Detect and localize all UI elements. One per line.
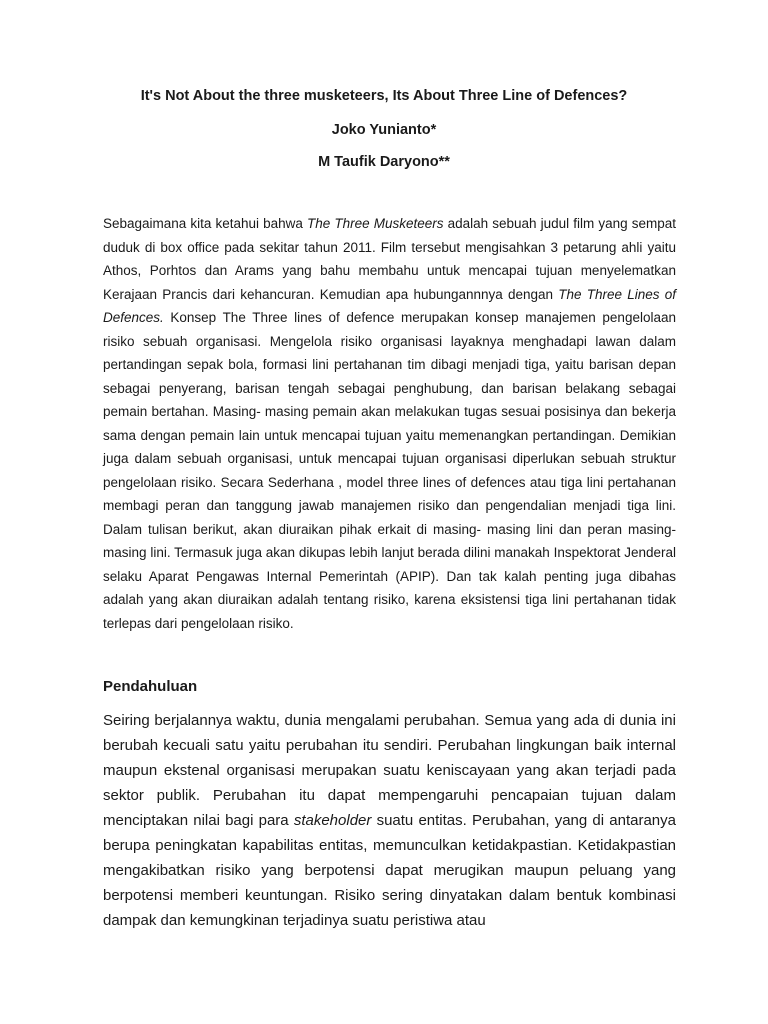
section-italic-term: stakeholder (293, 812, 372, 829)
abstract-text-3: Konsep The Three lines of defence merupakan konsep manajemen pengelolaan risiko sebuah organisasi. Mengelola risiko organisasi layaknya menghadapi lawan dalam pertandingan sepak bola, formasi lini pertahanan tim dibagi menjadi tiga, yaitu barisan depan sebagai penyerang, barisan tengah sebagai penghubung, dan barisan belakang sebagai pemain bertahan. Masing- masing pemain akan melakukan tugas sesuai posisinya dan bekerja sama dengan pemain lain untuk mencapai tujuan yaitu memenangkan pertandingan. Demikian juga dalam sebuah organisasi, untuk mencapai tujuan organisasi diperlukan sebuah struktur pengelolaan risiko. Secara Sederhana , model three lines of defences atau tiga lini pertahanan membagi peran dan tanggung jawab manajemen risiko dan pengendalian menjadi tiga lini. Dalam tulisan berikut, akan diuraikan pihak erkait di masing- masing lini dan peran masing-masing lini. Termasuk juga akan dikupas lebih lanjut berada dilini manakah Inspektorat Jenderal selaku Aparat Pengawas Internal Pemerintah (APIP). Dan tak kalah penting juga dibahas adalah yang akan diuraikan adalah tentang risiko, karena eksistensi tiga lini pertahanan tidak terlepas dari pengelolaan risiko. (103, 310, 676, 631)
abstract-italic-film-title: The Three Musketeers (307, 216, 444, 231)
abstract-italic-concept: The Three Lines of Defences. (103, 286, 676, 325)
abstract-text-2: adalah sebuah judul film yang sempat duduk di box office pada sekitar tahun 2011. Film tersebut mengisahkan 3 petarung ahli yaitu Athos, Porhtos dan Arams yang bahu membahu untuk mencapai tujuan menyelematkan Kerajaan Prancis dari kehancuran. Kemudian apa hubungannnya dengan (103, 216, 676, 302)
section-paragraph (103, 708, 676, 933)
section-text-1: Seiring berjalannya waktu, dunia mengalami perubahan. Semua yang ada di dunia ini berubah kecuali satu yaitu perubahan itu sendiri. Perubahan lingkungan baik internal maupun ekstenal organisasi merupakan suatu keniscayaan yang akan terjadi pada sektor publik. Perubahan itu dapat mempengaruhi pencapaian tujuan dalam menciptakan nilai bagi para (103, 712, 676, 829)
section-heading: Pendahuluan (103, 678, 198, 695)
section-text-2: suatu entitas. Perubahan, yang di antaranya berupa peningkatan kapabilitas entitas, memunculkan ketidakpastian. Ketidakpastian mengakibatkan risiko yang berpotensi dapat merugikan maupun peluang yang berpotensi memberi keuntungan. Risiko sering dinyatakan dalam bentuk kombinasi dampak dan kemungkinan terjadinya suatu peristiwa atau (103, 812, 676, 929)
abstract-paragraph (103, 212, 676, 635)
author-secondary: M Taufik Daryono** (318, 154, 450, 170)
document-title: It's Not About the three musketeers, Its About Three Line of Defences? (140, 88, 628, 104)
author-primary: Joko Yunianto* (331, 122, 437, 138)
abstract-text-1: Sebagaimana kita ketahui bahwa (103, 216, 308, 231)
